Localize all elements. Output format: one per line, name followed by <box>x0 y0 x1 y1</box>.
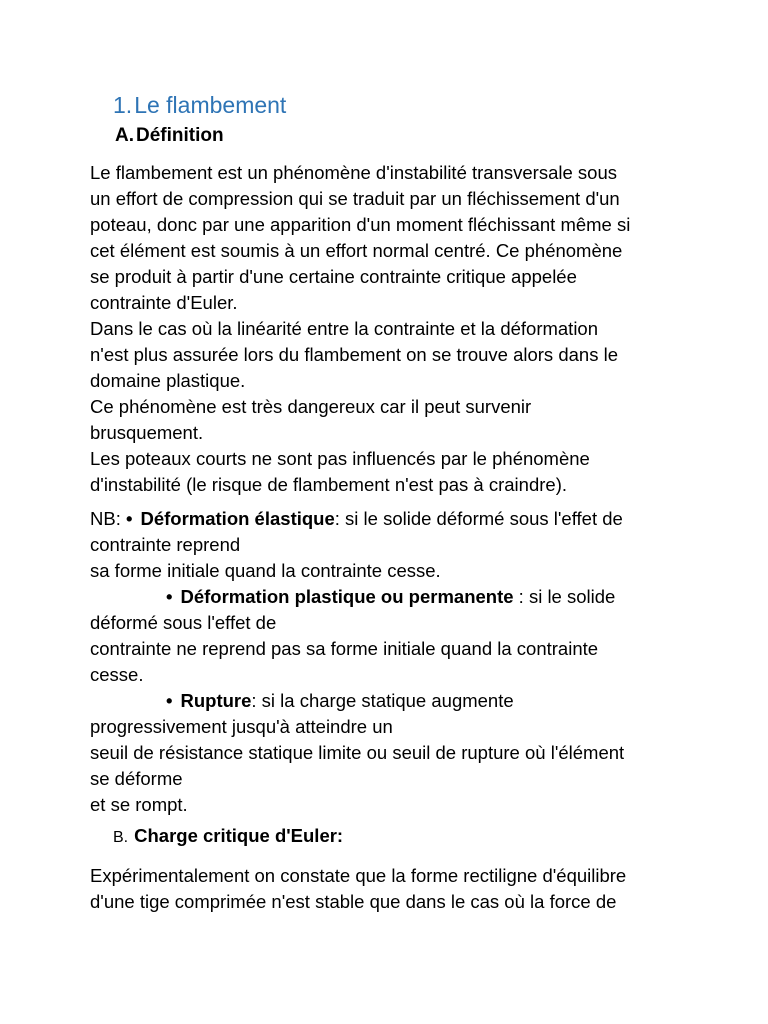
text-line: se produit à partir d'une certaine contrainte critique appelée <box>90 266 577 287</box>
term-label: Déformation plastique ou permanente <box>180 586 514 607</box>
text-line: progressivement jusqu'à atteindre un <box>90 716 393 737</box>
term-description: : si le solide déformé sous l'effet de <box>334 508 623 529</box>
euler-paragraph <box>90 863 690 915</box>
text-line: Le flambement est un phénomène d'instabilité transversale sous <box>90 162 617 183</box>
term-label: Rupture <box>180 690 252 711</box>
term-description: : si le solide <box>513 586 616 607</box>
nb-list <box>90 506 690 818</box>
subsection-label: A. <box>115 125 134 146</box>
nb-prefix: NB: <box>90 508 121 529</box>
subsection-title: Charge critique d'Euler: <box>134 825 344 846</box>
text-line: contrainte ne reprend pas sa forme initiale quand la contrainte <box>90 638 599 659</box>
text-line: Expérimentalement on constate que la forme rectiligne d'équilibre <box>90 865 627 886</box>
text-line: Dans le cas où la linéarité entre la contrainte et la déformation <box>90 318 599 339</box>
section-number: 1. <box>113 92 133 118</box>
bullet-icon: • <box>166 690 173 711</box>
text-line: domaine plastique. <box>90 370 246 391</box>
text-line: brusquement. <box>90 422 204 443</box>
text-line: se déforme <box>90 768 183 789</box>
term-label: Déformation élastique <box>140 508 335 529</box>
subsection-heading-a <box>115 125 224 147</box>
list-item-rupture <box>90 688 690 714</box>
text-line: un effort de compression qui se traduit par un fléchissement d'un <box>90 188 620 209</box>
definition-paragraph <box>90 160 690 498</box>
subsection-heading-b <box>113 825 343 847</box>
text-line: d'instabilité (le risque de flambement n'est pas à craindre). <box>90 474 567 495</box>
text-line: sa forme initiale quand la contrainte cesse. <box>90 560 441 581</box>
list-item-elastic <box>90 506 690 532</box>
text-line: et se rompt. <box>90 794 188 815</box>
text-line: contrainte reprend <box>90 534 241 555</box>
text-line: cet élément est soumis à un effort normal centré. Ce phénomène <box>90 240 623 261</box>
term-description: : si la charge statique augmente <box>251 690 514 711</box>
section-title: Le flambement <box>134 92 287 118</box>
text-line: Ce phénomène est très dangereux car il peut survenir <box>90 396 532 417</box>
subsection-label: B. <box>113 829 129 846</box>
subsection-title: Définition <box>136 125 224 146</box>
text-line: d'une tige comprimée n'est stable que dans le cas où la force de <box>90 891 617 912</box>
text-line: Les poteaux courts ne sont pas influencés par le phénomène <box>90 448 590 469</box>
text-line: cesse. <box>90 664 144 685</box>
text-line: seuil de résistance statique limite ou seuil de rupture où l'élément <box>90 742 625 763</box>
bullet-icon: • <box>125 508 133 529</box>
text-line: n'est plus assurée lors du flambement on se trouve alors dans le <box>90 344 618 365</box>
section-heading <box>113 92 286 119</box>
list-item-plastic <box>90 584 690 610</box>
text-line: contrainte d'Euler. <box>90 292 238 313</box>
bullet-icon: • <box>166 586 173 607</box>
text-line: déformé sous l'effet de <box>90 612 277 633</box>
text-line: poteau, donc par une apparition d'un moment fléchissant même si <box>90 214 631 235</box>
